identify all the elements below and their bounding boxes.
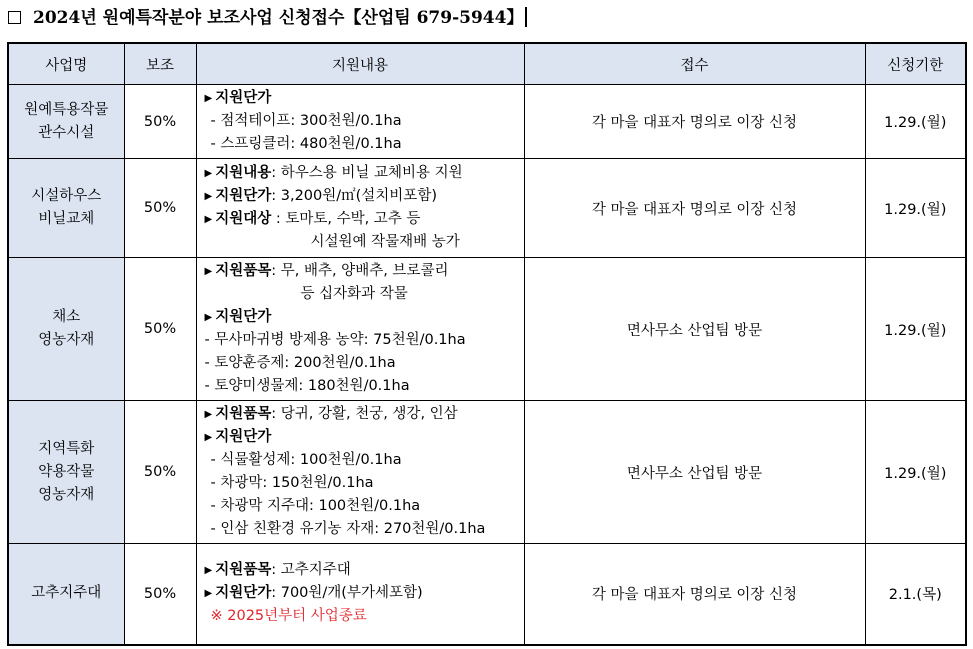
content-heading-text: : 3,200원/㎡(설치비포함) bbox=[271, 188, 437, 204]
content-item-line: - 차광막: 150천원/0.1ha bbox=[210, 475, 374, 491]
content-heading-text: : 당귀, 강활, 천궁, 생강, 인삼 bbox=[271, 406, 458, 422]
content-heading-text: : 하우스용 비닐 교체비용 지원 bbox=[271, 165, 463, 181]
project-name-cell bbox=[8, 401, 124, 544]
triangle-bullet-icon: ▶ bbox=[204, 409, 213, 420]
document-title bbox=[8, 4, 968, 32]
content-heading-text: : 토마토, 수박, 고추 등 bbox=[271, 211, 421, 227]
project-name-cell bbox=[8, 85, 124, 159]
content-heading-line bbox=[205, 87, 518, 110]
support-content-cell bbox=[196, 258, 524, 401]
content-heading-line bbox=[205, 208, 518, 231]
title-text: 2024년 원예특작분야 보조사업 신청접수【산업팀 679-5944】 bbox=[33, 8, 524, 28]
header-cell-name: 사업명 bbox=[8, 43, 124, 85]
reception-cell: 면사무소 산업팀 방문 bbox=[524, 258, 865, 401]
triangle-bullet-icon: ▶ bbox=[204, 214, 213, 225]
reception-cell: 각 마을 대표자 명의로 이장 신청 bbox=[524, 544, 865, 645]
project-name-line: 영농자재 bbox=[38, 486, 95, 503]
header-cell-subsidy: 보조 bbox=[124, 43, 196, 85]
content-heading-line bbox=[205, 582, 518, 605]
content-heading-label: 지원단가 bbox=[215, 429, 272, 445]
content-heading-line bbox=[205, 162, 518, 185]
project-name-line: 비닐교체 bbox=[38, 211, 95, 227]
content-item-line: - 차광막 지주대: 100천원/0.1ha bbox=[210, 498, 421, 514]
content-heading-line bbox=[205, 185, 518, 208]
deadline-cell: 1.29.(월) bbox=[865, 85, 966, 159]
triangle-bullet-icon: ▶ bbox=[204, 93, 213, 104]
content-item-line: - 토양미생물제: 180천원/0.1ha bbox=[204, 378, 410, 394]
content-heading-text: : 고추지주대 bbox=[271, 562, 351, 579]
table-row bbox=[8, 258, 966, 401]
project-name-cell bbox=[8, 258, 124, 401]
header-cell-deadline: 신청기한 bbox=[865, 43, 966, 85]
triangle-bullet-icon: ▶ bbox=[204, 266, 213, 277]
deadline-cell: 2.1.(목) bbox=[865, 544, 966, 645]
content-item-line: - 인삼 친환경 유기농 자재: 270천원/0.1ha bbox=[210, 521, 486, 537]
support-content-cell bbox=[196, 159, 524, 258]
content-heading-label: 지원대상 bbox=[215, 211, 272, 227]
content-heading-line bbox=[205, 260, 518, 283]
content-heading-label: 지원품목 bbox=[215, 562, 272, 579]
table-row bbox=[8, 401, 966, 544]
support-content-cell bbox=[196, 401, 524, 544]
content-item-line: - 식물활성제: 100천원/0.1ha bbox=[210, 452, 402, 468]
header-cell-reception: 접수 bbox=[524, 43, 865, 85]
content-heading-label: 지원단가 bbox=[215, 188, 272, 204]
content-heading-label: 지원단가 bbox=[215, 585, 272, 602]
triangle-bullet-icon: ▶ bbox=[204, 191, 213, 202]
project-name-line: 원예특용작물 bbox=[24, 101, 109, 118]
content-heading-line bbox=[205, 426, 518, 449]
content-continuation-line: 시설원예 작물재배 농가 bbox=[310, 234, 460, 250]
triangle-bullet-icon: ▶ bbox=[204, 565, 213, 577]
content-heading-label: 지원단가 bbox=[215, 309, 272, 325]
content-item-line: - 스프링클러: 480천원/0.1ha bbox=[210, 136, 402, 152]
project-name-line: 채소 bbox=[52, 309, 81, 325]
content-heading-line bbox=[205, 403, 518, 426]
content-item-line: - 무사마귀병 방제용 농약: 75천원/0.1ha bbox=[204, 332, 466, 348]
project-name-line: 약용작물 bbox=[38, 463, 95, 480]
text-cursor bbox=[525, 7, 527, 27]
content-heading-label: 지원단가 bbox=[215, 90, 272, 106]
subsidy-cell: 50% bbox=[124, 85, 196, 159]
deadline-cell: 1.29.(월) bbox=[865, 401, 966, 544]
subsidy-cell: 50% bbox=[124, 544, 196, 645]
content-continuation-line: 등 십자화과 작물 bbox=[300, 286, 408, 302]
reception-cell: 각 마을 대표자 명의로 이장 신청 bbox=[524, 159, 865, 258]
project-name-line: 고추지주대 bbox=[31, 585, 102, 602]
subsidy-cell: 50% bbox=[124, 401, 196, 544]
triangle-bullet-icon: ▶ bbox=[204, 432, 213, 443]
triangle-bullet-icon: ▶ bbox=[204, 588, 213, 600]
content-heading-line bbox=[205, 306, 518, 329]
project-name-line: 지역특화 bbox=[38, 440, 95, 457]
table-row bbox=[8, 544, 966, 645]
triangle-bullet-icon: ▶ bbox=[204, 312, 213, 323]
header-row bbox=[8, 43, 966, 85]
support-content-cell bbox=[196, 544, 524, 645]
content-heading-label: 지원품목 bbox=[215, 263, 272, 279]
subsidy-cell: 50% bbox=[124, 258, 196, 401]
subsidy-cell: 50% bbox=[124, 159, 196, 258]
project-name-line: 관수시설 bbox=[38, 124, 95, 141]
content-heading-text: : 700원/개(부가세포함) bbox=[271, 585, 423, 602]
table-row bbox=[8, 85, 966, 159]
content-item-line: - 토양훈증제: 200천원/0.1ha bbox=[204, 355, 396, 371]
project-name-line: 시설하우스 bbox=[31, 188, 102, 204]
content-heading-label: 지원내용 bbox=[215, 165, 272, 181]
reception-cell: 각 마을 대표자 명의로 이장 신청 bbox=[524, 85, 865, 159]
content-heading-text: : 무, 배추, 양배추, 브로콜리 bbox=[271, 263, 449, 279]
support-content-cell bbox=[196, 85, 524, 159]
deadline-cell: 1.29.(월) bbox=[865, 159, 966, 258]
content-heading-line bbox=[205, 559, 518, 582]
table-header bbox=[8, 43, 966, 85]
project-name-line: 영농자재 bbox=[38, 332, 95, 348]
content-note-line: ※ 2025년부터 사업종료 bbox=[210, 608, 367, 625]
header-cell-content: 지원내용 bbox=[196, 43, 524, 85]
subsidy-table bbox=[7, 42, 967, 646]
triangle-bullet-icon: ▶ bbox=[204, 168, 213, 179]
content-item-line: - 점적테이프: 300천원/0.1ha bbox=[210, 113, 402, 129]
table-body bbox=[8, 85, 966, 645]
reception-cell: 면사무소 산업팀 방문 bbox=[524, 401, 865, 544]
content-heading-label: 지원품목 bbox=[215, 406, 272, 422]
project-name-cell bbox=[8, 544, 124, 645]
project-name-cell bbox=[8, 159, 124, 258]
deadline-cell: 1.29.(월) bbox=[865, 258, 966, 401]
table-row bbox=[8, 159, 966, 258]
checkbox-square-icon bbox=[8, 11, 21, 24]
